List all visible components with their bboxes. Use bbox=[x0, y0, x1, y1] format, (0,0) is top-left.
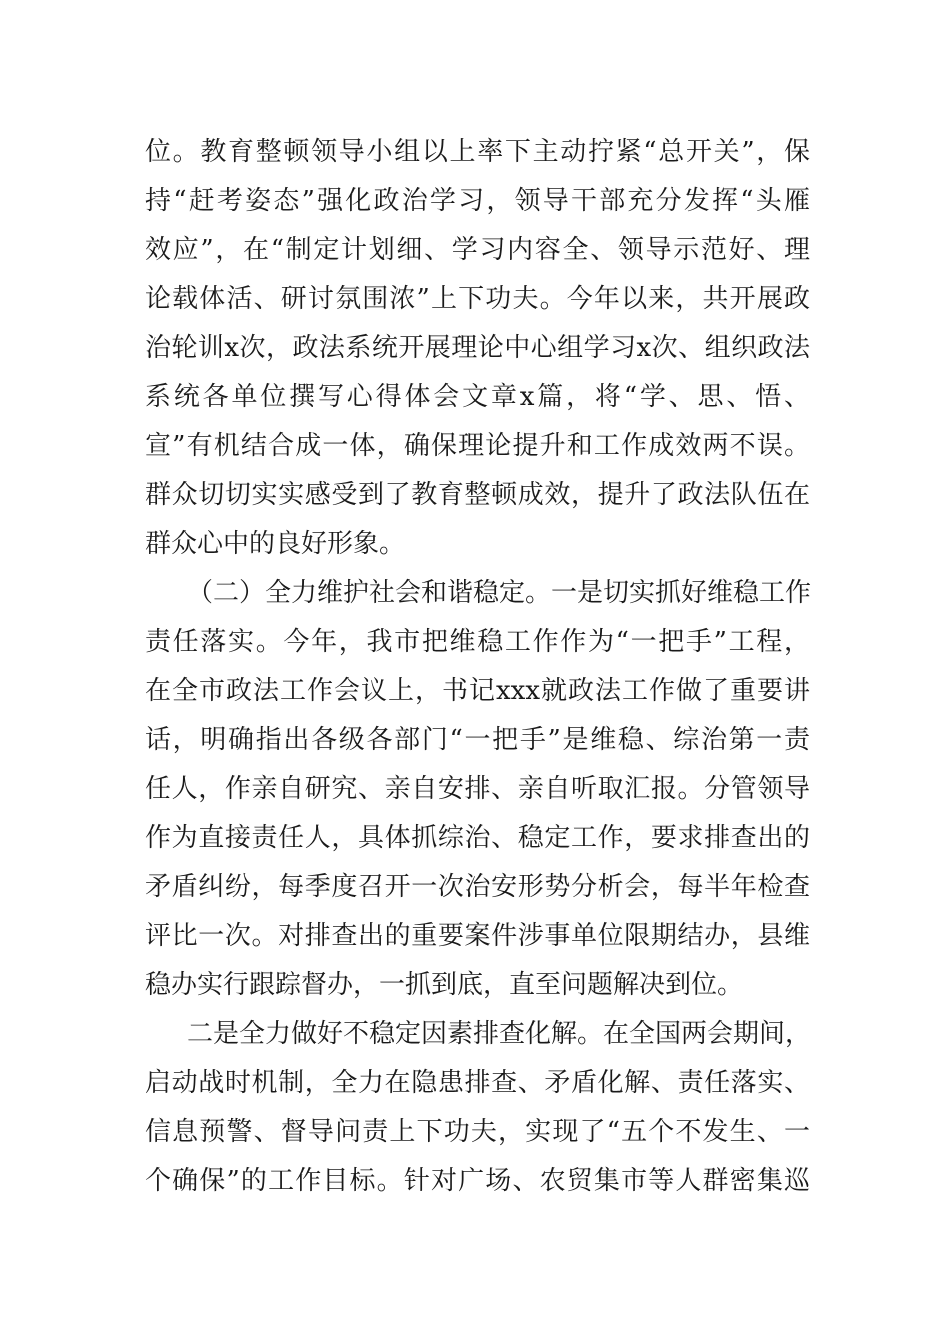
text-line: 启动战时机制，全力在隐患排查、矛盾化解、责任落实、 bbox=[145, 1068, 810, 1098]
text-line: 系统各单位撰写心得体会文章x篇，将“学、思、悟、 bbox=[145, 382, 810, 412]
text-line: 宣”有机结合成一体，确保理论提升和工作成效两不误。 bbox=[145, 431, 810, 461]
text-line: 责任落实。今年，我市把维稳工作作为“一把手”工程， bbox=[145, 627, 810, 657]
paragraph-3 bbox=[145, 1010, 810, 1206]
text-line: 论载体活、研讨氛围浓”上下功夫。今年以来，共开展政 bbox=[145, 284, 810, 314]
text-line: （二）全力维护社会和谐稳定。一是切实抓好维稳工作 bbox=[187, 578, 812, 608]
text-line: 二是全力做好不稳定因素排查化解。在全国两会期间， bbox=[187, 1019, 812, 1049]
paragraph-1 bbox=[145, 128, 810, 569]
text-line: 治轮训x次，政法系统开展理论中心组学习x次、组织政法 bbox=[145, 333, 810, 363]
document-body bbox=[145, 128, 810, 1206]
text-line: 矛盾纠纷，每季度召开一次治安形势分析会，每半年检查 bbox=[145, 872, 810, 902]
text-line: 信息预警、督导问责上下功夫，实现了“五个不发生、一 bbox=[145, 1117, 810, 1147]
text-line: 持“赶考姿态”强化政治学习，领导干部充分发挥“头雁 bbox=[145, 186, 810, 216]
text-line: 位。教育整顿领导小组以上率下主动拧紧“总开关”，保 bbox=[145, 137, 810, 167]
text-line: 效应”，在“制定计划细、学习内容全、领导示范好、理 bbox=[145, 235, 810, 265]
text-line: 在全市政法工作会议上，书记xxx就政法工作做了重要讲 bbox=[145, 676, 810, 706]
text-line: 稳办实行跟踪督办，一抓到底，直至问题解决到位。 bbox=[145, 970, 744, 1000]
text-line: 个确保”的工作目标。针对广场、农贸集市等人群密集巡 bbox=[145, 1166, 810, 1196]
text-line: 作为直接责任人，具体抓综治、稳定工作，要求排查出的 bbox=[145, 823, 810, 853]
text-line: 话，明确指出各级各部门“一把手”是维稳、综治第一责 bbox=[145, 725, 810, 755]
paragraph-2 bbox=[145, 569, 810, 1010]
text-line: 群众切切实实感受到了教育整顿成效，提升了政法队伍在 bbox=[145, 480, 810, 510]
text-line: 群众心中的良好形象。 bbox=[145, 529, 406, 559]
text-line: 评比一次。对排查出的重要案件涉事单位限期结办，县维 bbox=[145, 921, 810, 951]
text-line: 任人，作亲自研究、亲自安排、亲自听取汇报。分管领导 bbox=[145, 774, 810, 804]
